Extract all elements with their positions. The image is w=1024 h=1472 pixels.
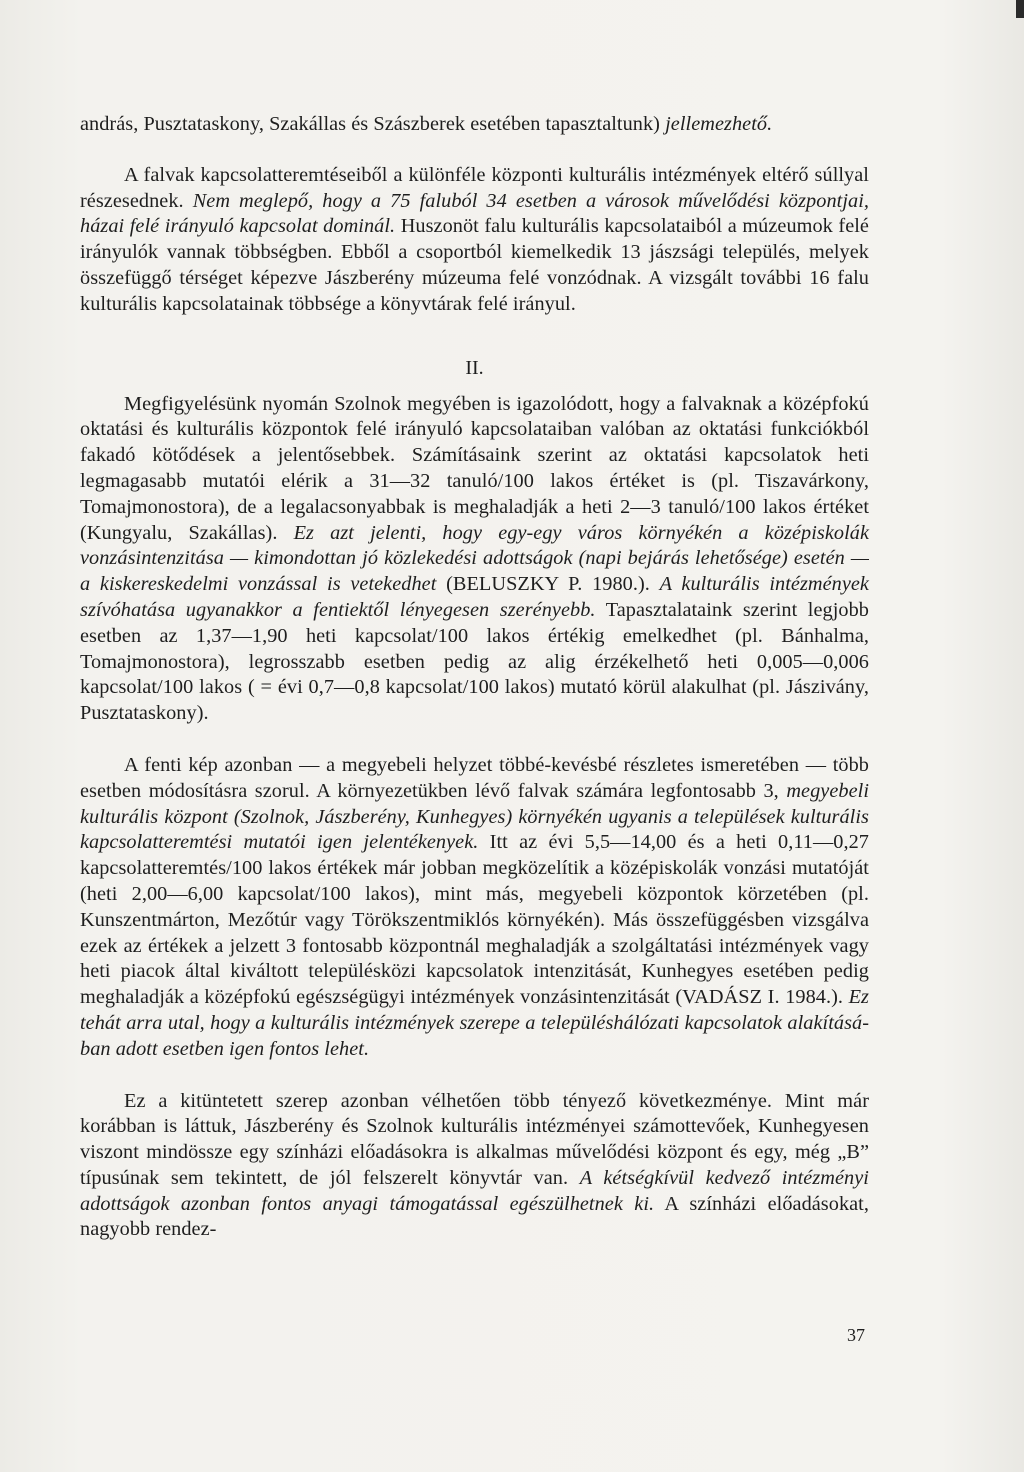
paragraph — [80, 163, 869, 318]
page-number: 37 — [847, 1325, 865, 1345]
italic-run: A kulturális intézmények szívóhatása ugyanakkor a fentiektől lényegesen szerényebb. — [80, 573, 869, 621]
italic-run: Ez tehát arra utal, hogy a kulturális intézmények szerepe a településhálózati kapcsolatok alakításában adott esetben igen fontos lehet. — [80, 986, 869, 1060]
text-run: Huszonöt falu kulturális kapcsolataiból a múzeumok felé irányulók vannak többségben. Ebből a csoportból kiemelkedik 13 jászsági település, melyek összefüggő térséget képezve Jászberény múzeuma felé vonzódnak. A vizsgált további 16 falu kulturális kapcsolatainak többsége a könyvtárak felé irányul. — [80, 215, 869, 315]
text-run: A fenti kép azonban — a megyebeli helyzet többé-kevésbé részletes ismeretében — több esetben módosításra szorul. A környezetükben lévő falvak számára legfontosabb 3, — [80, 753, 869, 802]
text-run: andrás, Pusztataskony, Szakállas és Szászberek esetében tapasztaltunk) — [80, 113, 666, 135]
italic-run: A kétségkívül kedvező intézményi adottságok azonban fontos anyagi támogatással egészülhetnek ki. — [80, 1166, 869, 1215]
text-run: Ez a kitüntetett szerep azonban vélhetően több tényező következménye. Mint már korábban is láttuk, Jászberény és Szolnok kulturális intézményei számottevőek, Kunhegyesen viszont mindössze egy színházi előadásokra is alkalmas művelődési központ és egy, még „B” típusúnak sem tekintett, de jól felszerelt könyvtár van. — [80, 1089, 869, 1189]
text-run: A falvak kapcsolatteremtéseiből a különféle központi kulturális intézmények eltérő súllyal részesednek. — [80, 163, 869, 212]
paragraph — [80, 392, 869, 727]
text-run: Megfigyelésünk nyomán Szolnok megyében is igazolódott, hogy a falvaknak a középfokú oktatási és kulturális központok felé irányuló kapcsolataiban valóban az oktatási funkciókból fakadó kötődések a jelentősebbek. Számításaink szerint az oktatási kapcsolatok heti legmagasabb mutatói elérik a 31—32 tanuló/100 lakos értéket is (pl. Tiszavárkony, Tomajmonostora), de a legalacsonyabbak is meghaladják a heti 2—3 tanuló/100 lakos értéket (Kungyalu, Szakállas). — [80, 392, 869, 544]
text-run: Itt az évi 5,5—14,00 és a heti 0,11—0,27 kapcsolatteremtés/100 lakos értékek már jobban megközelítik a középiskolák vonzási mutatóját (heti 2,00—6,00 kapcsolat/100 lakos), mint más, megyebeli központok körzetében (pl. Kunszentmárton, Mezőtúr vagy Törökszentmiklós környékén). Más összefüggésben vizsgálva ezek az értékek a jelzett 3 fontosabb központnál meghaladják a szolgáltatási intézmények vagy heti piacok által kiváltott településközi kapcsolatok intenzitását, Kunhegyes esetében pedig meghaladják a középfokú egészségügyi intézmények vonzásintenzitását (VADÁSZ I. 1984.). — [80, 831, 869, 1009]
italic-run: jellemezhető. — [665, 113, 773, 135]
paragraph — [80, 1089, 869, 1244]
italic-run: Ez azt jelenti, hogy egy-egy város környékén a középiskolák vonzásintenzitása — kimondottan jó közlekedési adottságok (napi bejárás lehetősége) esetén — a kiskereskedelmi vonzással is vetekedhet — [80, 521, 869, 596]
italic-run: megyebeli kulturális központ (Szolnok, Jászberény, Kunhegyes) környékén ugyanis a települések kulturális kapcsolatteremtési mutatói igen jelentékenyek. — [80, 779, 869, 854]
section-heading: II. — [465, 356, 484, 379]
text-column — [80, 112, 869, 1243]
text-run: Tapasztalataink szerint legjobb esetben az 1,37—1,90 heti kapcsolat/100 lakos értékig emelkedhet (pl. Bánhalma, Tomajmonostora), legrosszabb esetben pedig az alig érzékelhető heti 0,005—0,006 kapcsolat/100 lakos ( = évi 0,7—0,8 kapcsolat/100 lakos) mutató körül alakulhat (pl. Jászivány, Pusztataskony). — [80, 598, 869, 725]
italic-run: Nem meglepő, hogy a 75 faluból 34 esetben a városok művelődési központjai, házai felé irányuló kapcsolat dominál. — [80, 189, 869, 238]
text-run: A színházi előadásokat, nagyobb rendez- — [80, 1192, 869, 1241]
paragraph — [80, 753, 869, 1063]
text-run: (BELUSZKY P. 1980.). — [436, 573, 660, 596]
paragraph — [80, 112, 869, 138]
scan-edge-mark — [1016, 0, 1024, 18]
